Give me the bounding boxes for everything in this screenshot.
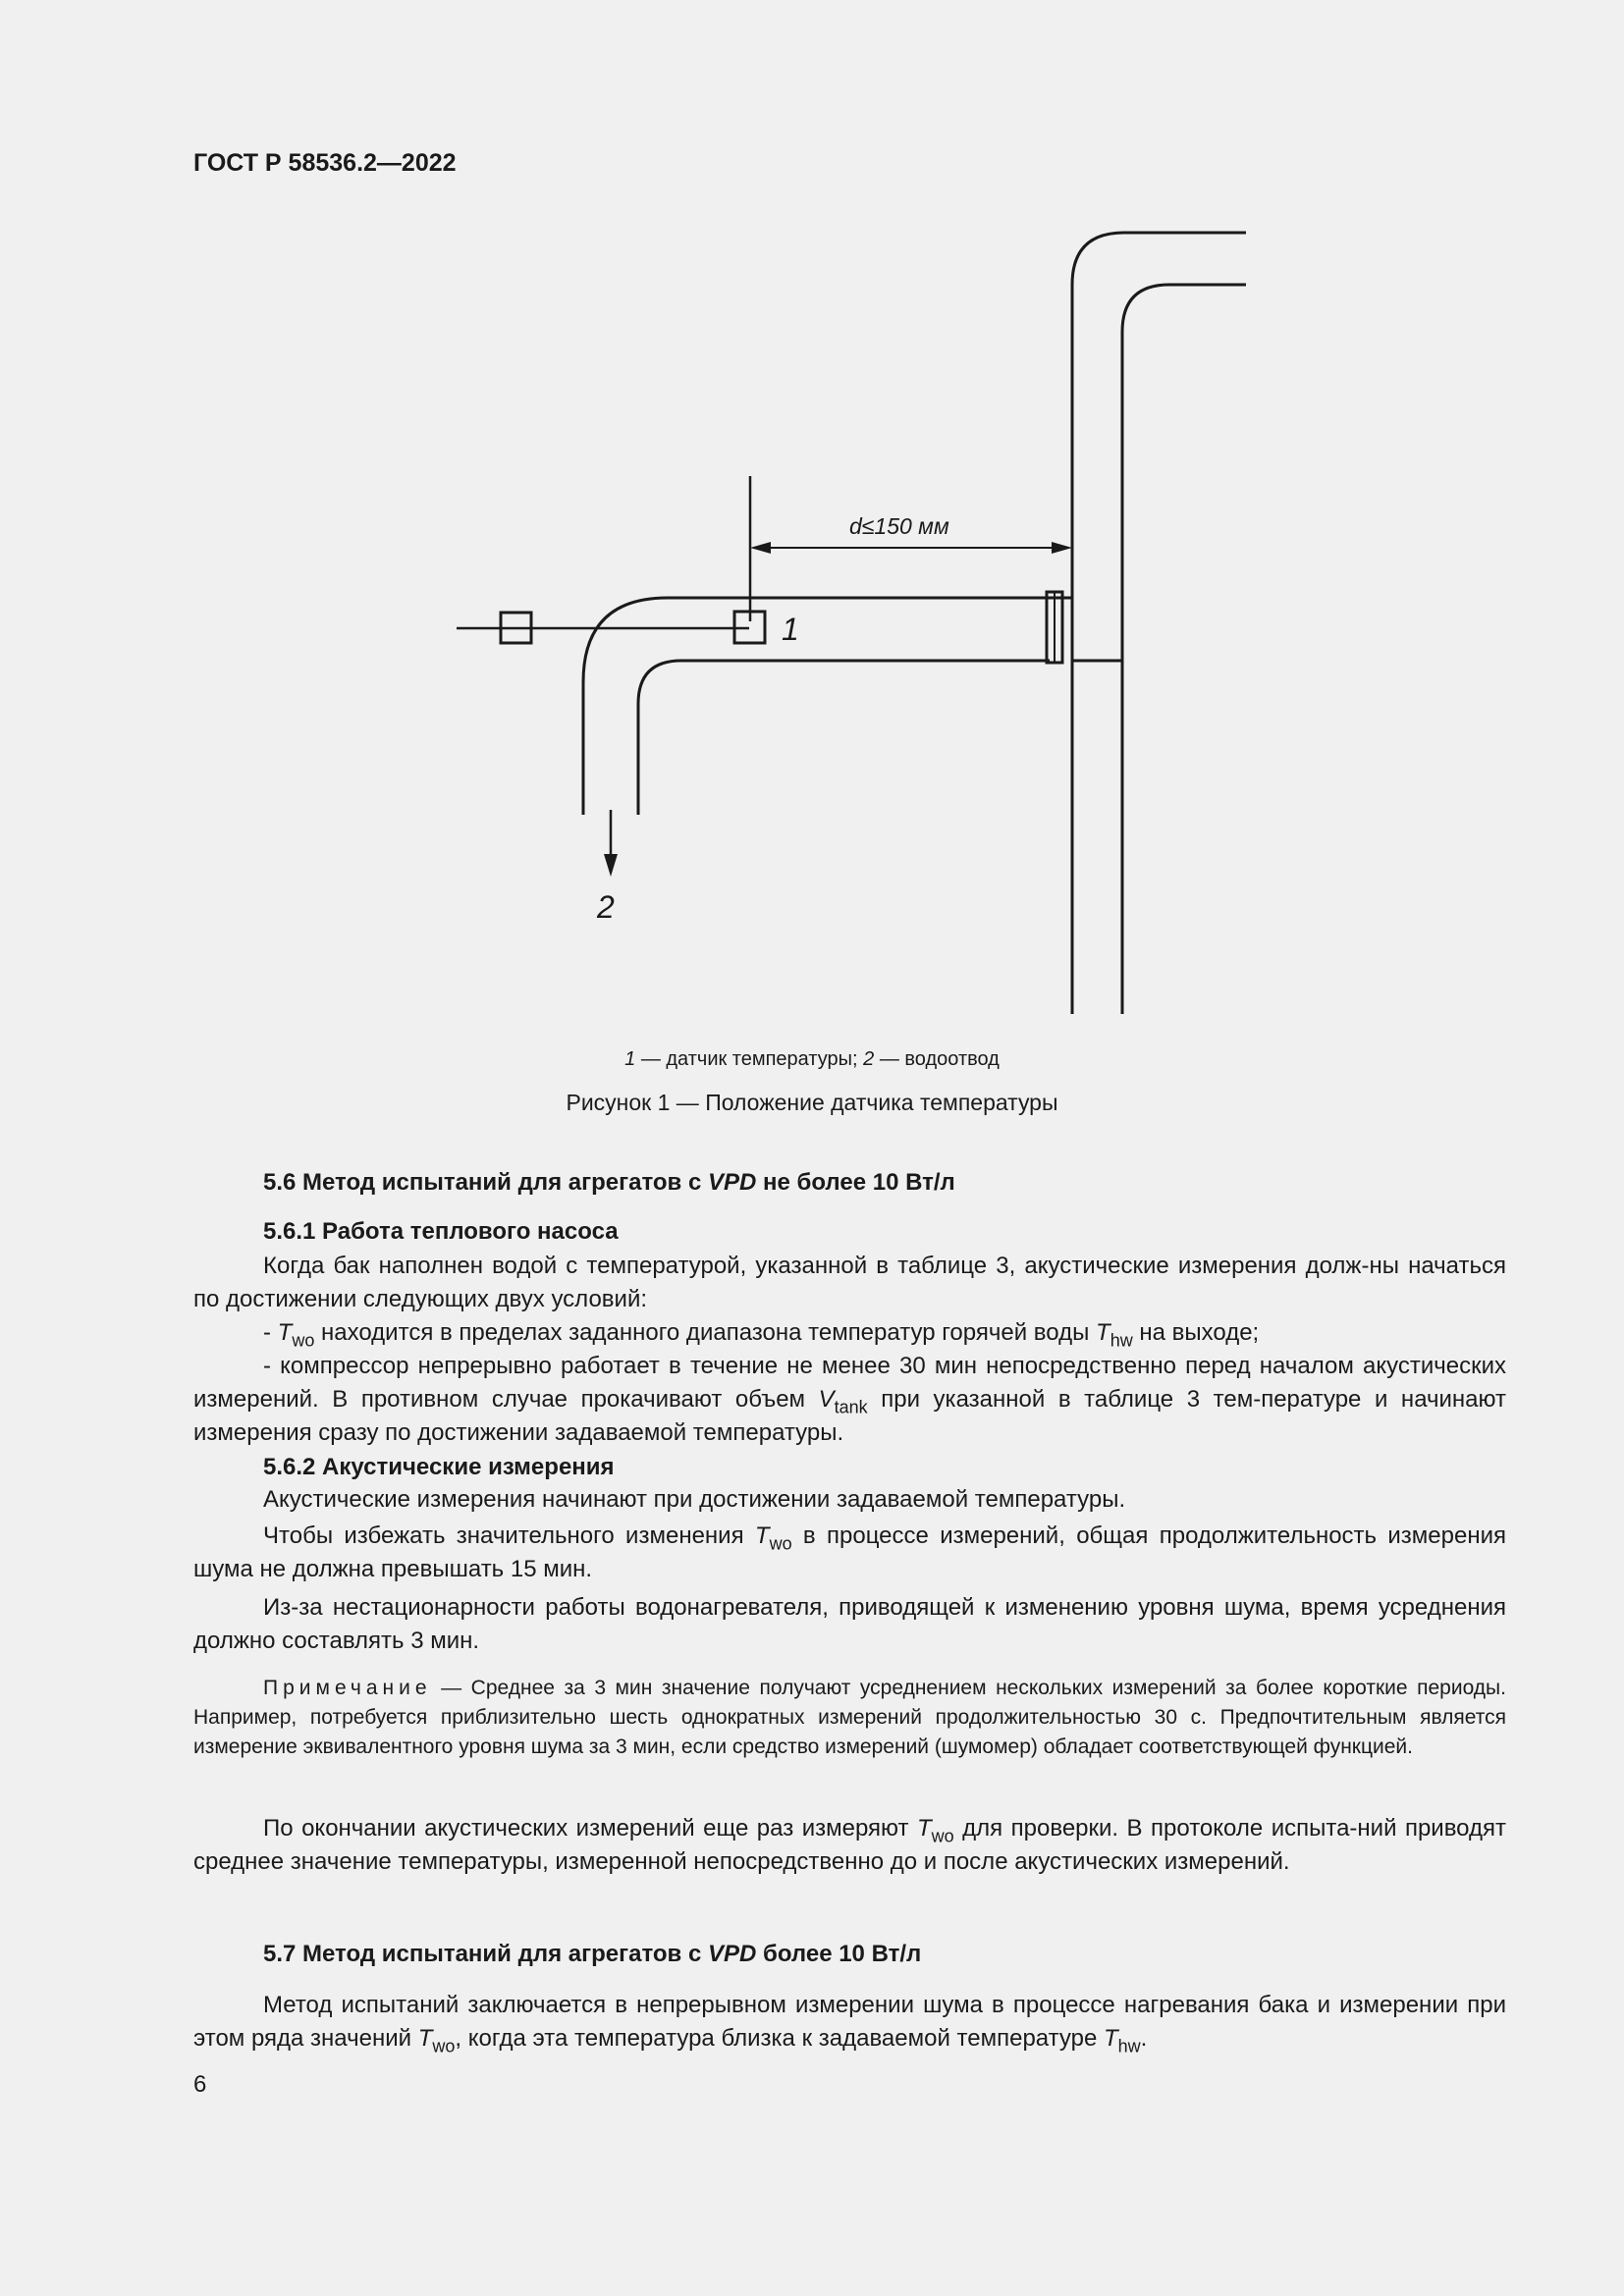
riser-outer-wall — [1072, 233, 1246, 1014]
callout-2: 2 — [597, 889, 615, 925]
section-5-7-paragraph: Метод испытаний заключается в непрерывном измерении шума в процессе нагревания бака и измерении при этом ряда значений $T_{wo}$, когда эта температура близка к задаваемой температуре $T_{hw}$. — [193, 1992, 1506, 2056]
section-5-6-1-heading: 5.6.1 Работа теплового насоса — [263, 1218, 619, 1245]
branch-outer-wall — [583, 598, 1072, 815]
bullet-condition-1: - $T_{wo}$ находится в пределах заданного диапазона температур горячей воды $T_{hw}$ на выходе; — [263, 1319, 1260, 1351]
section-5-6-2-paragraph-3: Из-за нестационарности работы водонагревателя, приводящей к изменению уровня шума, время усреднения должно составлять 3 мин. — [193, 1594, 1506, 1654]
section-5-6-1-paragraph: Когда бак наполнен водой с температурой, указанной в таблице 3, акустические измерения долж-ны начаться по достижении следующих двух условий: — [193, 1253, 1506, 1312]
section-5-6-2-paragraph-4: По окончании акустических измерений еще раз измеряют $T_{wo}$ для проверки. В протоколе испыта-ний приводят среднее значение температуры, измеренной непосредственно до и после акустических измерений. — [193, 1815, 1506, 1875]
dimension-arrow-right — [1052, 542, 1072, 554]
drain-arrow-head — [604, 854, 618, 877]
note: Примечание — Среднее за 3 мин значение получают усреднением нескольких измерений за более короткие периоды. Например, потребуется приблизительно шесть однократных измерений продолжительностью 30 с. Предпочтительным является измерение эквивалентного уровня шума за 3 мин, если средство измерений (шумомер) обладает соответствующей функцией. — [193, 1677, 1506, 1758]
note-label: Примечание — [263, 1677, 432, 1699]
section-5-6-2-heading: 5.6.2 Акустические измерения — [263, 1454, 615, 1480]
callout-1: 1 — [782, 612, 799, 647]
branch-inner-wall — [638, 661, 1122, 815]
bullet-condition-2: - компрессор непрерывно работает в течение не менее 30 мин непосредственно перед началом акустических измерений. В противном случае прокачивают объем $V_{tank}$ при указанной в таблице 3 тем-пературе и начинают измерения сразу по достижении задаваемой температуры. — [193, 1353, 1506, 1446]
section-5-6-heading: 5.6 Метод испытаний для агрегатов с VPD не более 10 Вт/л — [263, 1169, 955, 1196]
riser-inner-wall — [1122, 285, 1246, 1014]
dimension-arrow-left — [750, 542, 771, 554]
section-5-6-2-paragraph-1: Акустические измерения начинают при достижении задаваемой температуры. — [263, 1486, 1126, 1513]
page-number: 6 — [193, 2071, 207, 2098]
section-5-7-heading: 5.7 Метод испытаний для агрегатов с VPD более 10 Вт/л — [263, 1941, 922, 1967]
section-5-6-2-paragraph-2: Чтобы избежать значительного изменения $T_{wo}$ в процессе измерений, общая продолжительность измерения шума не должна превышать 15 мин. — [193, 1522, 1506, 1582]
figure-legend: 1 — датчик температуры; 2 — водоотвод — [624, 1048, 1000, 1070]
figure-caption: Рисунок 1 — Положение датчика температуры — [566, 1090, 1058, 1115]
temperature-sensor-diagram — [0, 0, 1624, 1041]
document-code: ГОСТ Р 58536.2—2022 — [193, 149, 457, 177]
dimension-label: d≤150 мм — [849, 513, 949, 539]
